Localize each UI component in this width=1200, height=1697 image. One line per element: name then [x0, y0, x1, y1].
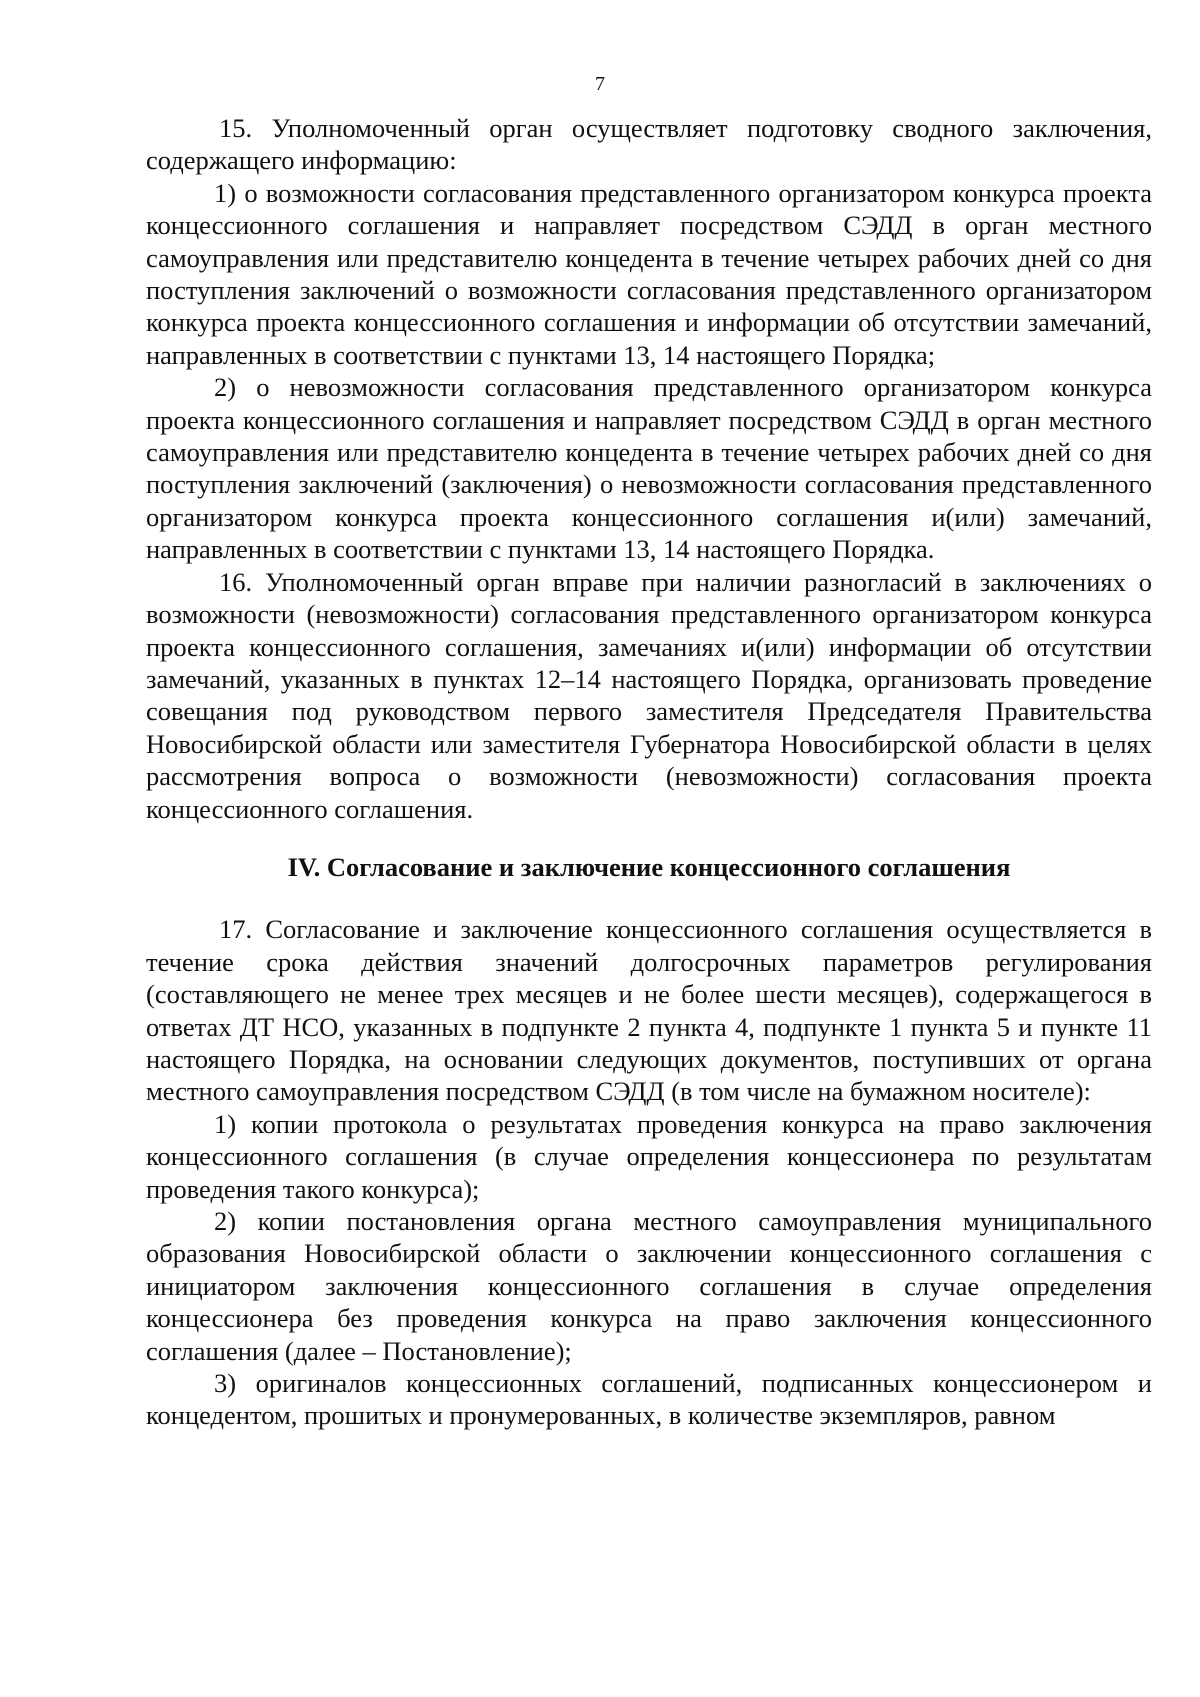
paragraph-17-item-1: 1) копии протокола о результатах проведения конкурса на право заключения концессионного соглашения (в случае определения концессионера по результатам проведения такого конкурса); — [146, 1108, 1152, 1204]
paragraph-17-item-2: 2) копии постановления органа местного самоуправления муниципального образования Новосибирской области о заключении концессионного соглашения с инициатором заключения концессионного соглашения в случае определения концессионера без проведения конкурса на право заключения концессионного соглашения (далее – Постановление); — [146, 1206, 1152, 1366]
section-heading: IV. Согласование и заключение концессионного соглашения — [287, 851, 1011, 882]
document-body — [146, 112, 1152, 1432]
paragraph-15-item-2: 2) о невозможности согласования представленного организатором конкурса проекта концессионного соглашения и направляет посредством СЭДД в орган местного самоуправления или представителю концедента в течение четырех рабочих дней со дня поступления заключений (заключения) о невозможности согласования представленного организатором конкурса проекта концессионного соглашения и(или) замечаний, направленных в соответствии с пунктами 13, 14 настоящего Порядка. — [146, 372, 1152, 565]
paragraph-15-item-1: 1) о возможности согласования представленного организатором конкурса проекта концессионного соглашения и направляет посредством СЭДД в орган местного самоуправления или представителю концедента в течение четырех рабочих дней со дня поступления заключений о возможности согласования представленного организатором конкурса проекта концессионного соглашения и информации об отсутствии замечаний, направленных в соответствии с пунктами 13, 14 настоящего Порядка; — [146, 177, 1152, 370]
paragraph-16: 16. Уполномоченный орган вправе при наличии разногласий в заключениях о возможности (невозможности) согласования представленного организатором конкурса проекта концессионного соглашения, замечаниях и(или) информации об отсутствии замечаний, указанных в пунктах 12–14 настоящего Порядка, организовать проведение совещания под руководством первого заместителя Председателя Правительства Новосибирской области или заместителя Губернатора Новосибирской области в целях рассмотрения вопроса о возможности (невозможности) согласования проекта концессионного соглашения. — [146, 566, 1152, 824]
page-number: 7 — [595, 73, 605, 95]
paragraph-17-item-3: 3) оригиналов концессионных соглашений, подписанных концессионером и концедентом, прошитых и пронумерованных, в количестве экземпляров, равном — [146, 1368, 1152, 1431]
paragraph-15: 15. Уполномоченный орган осуществляет подготовку сводного заключения, содержащего информацию: — [146, 113, 1152, 176]
paragraph-17: 17. Согласование и заключение концессионного соглашения осуществляется в течение срока действия значений долгосрочных параметров регулирования (составляющего не менее трех месяцев и не более шести месяцев), содержащегося в ответах ДТ НСО, указанных в подпункте 2 пункта 4, подпункте 1 пункта 5 и пункте 11 настоящего Порядка, на основании следующих документов, поступивших от органа местного самоуправления посредством СЭДД (в том числе на бумажном носителе): — [146, 914, 1152, 1107]
